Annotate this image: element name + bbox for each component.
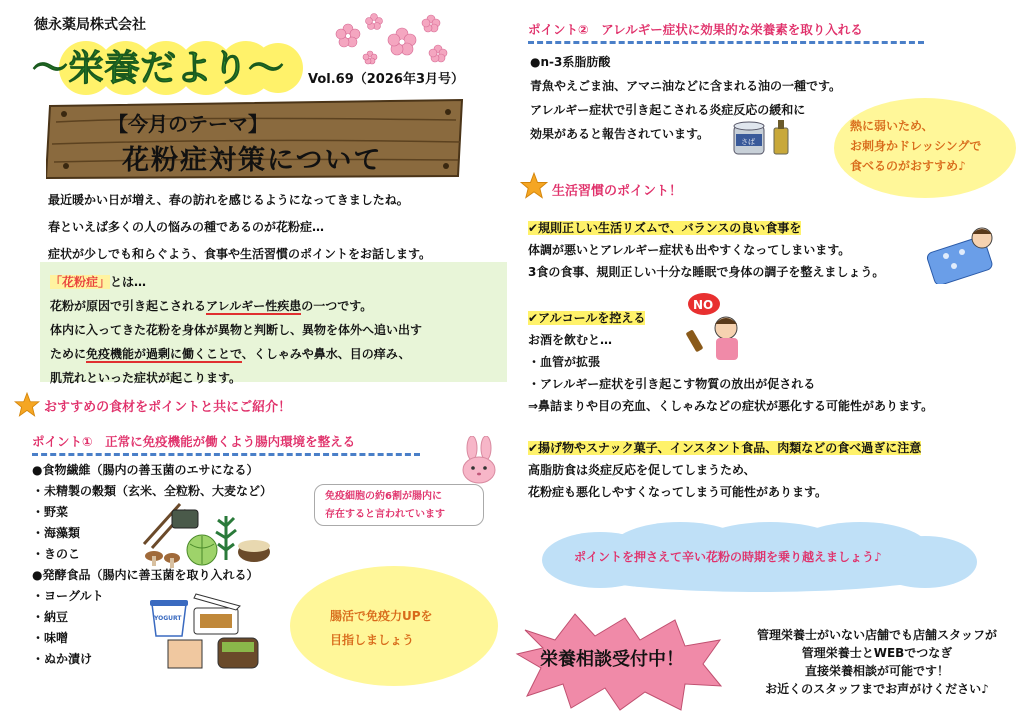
no-sign-text: NO bbox=[693, 298, 714, 312]
rabbit-icon bbox=[456, 436, 502, 484]
list-item: ・海藻類 bbox=[32, 526, 81, 540]
recommend-heading: おすすめの食材をポイントと共にご紹介！ bbox=[44, 400, 292, 415]
consult-line: お近くのスタッフまでお声がけください♪ bbox=[765, 682, 989, 696]
block-line: ・血管が拡張 bbox=[528, 355, 601, 369]
consult-line: 管理栄養士がいない店舗でも店舗スタッフが bbox=[756, 628, 997, 642]
can-label: さば bbox=[741, 138, 755, 146]
block-line: 高脂肪食は炎症反応を促してしまうため、 bbox=[528, 463, 756, 477]
block-line: 体調が悪いとアレルギー症状も出やすくなってしまいます。 bbox=[528, 243, 851, 257]
lifestyle-block-1 bbox=[528, 218, 884, 282]
logo-text: ～栄養だより～ bbox=[32, 48, 285, 89]
intro-line: 春といえば多くの人の悩みの種であるのが花粉症… bbox=[48, 220, 325, 234]
def-text: 体内に入ってきた花粉を身体が異物と判断し、異物を体外へ追い出す bbox=[50, 323, 423, 337]
fermented-foods-illustration bbox=[148, 590, 264, 672]
intro-line: 症状が少しでも和らぐよう、食事や生活習慣のポイントをお話します。 bbox=[48, 247, 432, 261]
point2-text bbox=[530, 50, 841, 146]
intro-line: 最近暖かい日が増え、春の訪れを感じるようになってきましたね。 bbox=[48, 193, 409, 207]
sleeping-person-icon bbox=[922, 222, 1000, 284]
callout-line: 免疫細胞の約6割が腸内に bbox=[325, 491, 442, 502]
def-text: 花粉が原因で引き起こされる bbox=[50, 299, 207, 313]
point2-line: 青魚やえごま油、アマニ油などに含まれる油の一種です。 bbox=[530, 79, 842, 93]
kafunsho-term: 「花粉症」 bbox=[50, 275, 111, 289]
no-alcohol-icon bbox=[680, 290, 748, 364]
consult-description bbox=[736, 626, 1018, 698]
list-item: ●発酵食品（腸内に善玉菌を取り入れる） bbox=[32, 568, 259, 582]
newsletter-logo bbox=[28, 36, 318, 100]
block-line: お酒を飲むと… bbox=[528, 333, 613, 347]
theme-label: 【今月のテーマ】 bbox=[108, 112, 268, 136]
consult-line: 直接栄養相談が可能です！ bbox=[804, 664, 949, 678]
cherry-blossom-icon bbox=[326, 12, 456, 72]
term-suffix: とは… bbox=[110, 275, 147, 289]
allergic-disease-highlight: アレルギー性疾患 bbox=[206, 299, 302, 313]
consult-line: 管理栄養士とWEBでつなぎ bbox=[801, 646, 953, 660]
block-title: ✔アルコールを控える bbox=[528, 311, 646, 325]
yogurt-label: YOGURT bbox=[154, 615, 182, 622]
block-line: ⇒鼻詰まりや目の充血、くしゃみなどの症状が悪化する可能性があります。 bbox=[528, 399, 934, 413]
list-item: ●食物繊維（腸内の善玉菌のエサになる） bbox=[32, 463, 259, 477]
point1-heading: ポイント① 正常に免疫機能が働くよう腸内環境を整える bbox=[32, 432, 420, 456]
cloud-message: ポイントを押さえて辛い花粉の時期を乗り越えましょう♪ bbox=[574, 550, 882, 564]
list-item: ・未精製の穀類（玄米、全粒粉、大麦など） bbox=[32, 484, 273, 498]
fish-can-oil-icon bbox=[730, 116, 794, 158]
point2-heading: ポイント② アレルギー症状に効果的な栄養素を取り入れる bbox=[528, 20, 924, 44]
theme-title: 花粉症対策について bbox=[122, 145, 383, 176]
block-title: ✔規則正しい生活リズムで、バランスの良い食事を bbox=[528, 221, 802, 235]
circle-line: 腸活で免疫力UPを bbox=[330, 609, 433, 623]
point2-line: ●n-3系脂肪酸 bbox=[530, 55, 611, 69]
definition-text bbox=[50, 270, 422, 390]
point2-line: 効果があると報告されています。 bbox=[530, 127, 710, 141]
block-line: 花粉症も悪化しやすくなってしまう可能性があります。 bbox=[528, 485, 828, 499]
def-text: 、くしゃみや鼻水、目の痒み、 bbox=[241, 347, 411, 361]
lifestyle-block-3 bbox=[528, 438, 921, 502]
list-item: ・味噌 bbox=[32, 631, 69, 645]
circle-line: 目指しましょう bbox=[330, 633, 415, 647]
point2-line: アレルギー症状で引き起こされる炎症反応の緩和に bbox=[530, 103, 806, 117]
company-name: 徳永薬局株式会社 bbox=[34, 17, 146, 33]
block-title: ✔揚げ物やスナック菓子、インスタント食品、肉類などの食べ過ぎに注意 bbox=[528, 441, 922, 455]
tip-circle-text bbox=[850, 116, 981, 176]
list-item: ・納豆 bbox=[32, 610, 69, 624]
star-icon bbox=[520, 172, 548, 200]
consult-badge-text: 栄養相談受付中！ bbox=[540, 649, 684, 670]
def-text: ために bbox=[50, 347, 87, 361]
def-text: の一つです。 bbox=[301, 299, 373, 313]
circle-line: 食べるのがおすすめ♪ bbox=[850, 159, 966, 173]
grains-vegetables-illustration bbox=[140, 500, 272, 570]
intro-paragraph bbox=[48, 190, 431, 271]
list-item: ・ヨーグルト bbox=[32, 589, 104, 603]
star-icon bbox=[14, 392, 40, 418]
immune-overreaction-highlight: 免疫機能が過剰に働くことで bbox=[86, 347, 242, 361]
block-line: 3食の食事、規則正しい十分な睡眠で身体の調子を整えましょう。 bbox=[528, 265, 885, 279]
list-item: ・野菜 bbox=[32, 505, 69, 519]
circle-line: お刺身かドレッシングで bbox=[850, 139, 982, 153]
def-text: 肌荒れといった症状が起こります。 bbox=[50, 371, 242, 385]
volume-label: Vol.69（2026年3月号） bbox=[308, 72, 464, 87]
lifestyle-heading: 生活習慣のポイント！ bbox=[552, 184, 683, 199]
list-item: ・ぬか漬け bbox=[32, 652, 93, 666]
immune-cell-callout bbox=[314, 484, 484, 526]
callout-line: 存在すると言われています bbox=[325, 509, 445, 520]
block-line: ・アレルギー症状を引き起こす物質の放出が促される bbox=[528, 377, 816, 391]
gut-health-text bbox=[330, 604, 433, 652]
circle-line: 熱に弱いため、 bbox=[850, 119, 934, 133]
list-item: ・きのこ bbox=[32, 547, 81, 561]
